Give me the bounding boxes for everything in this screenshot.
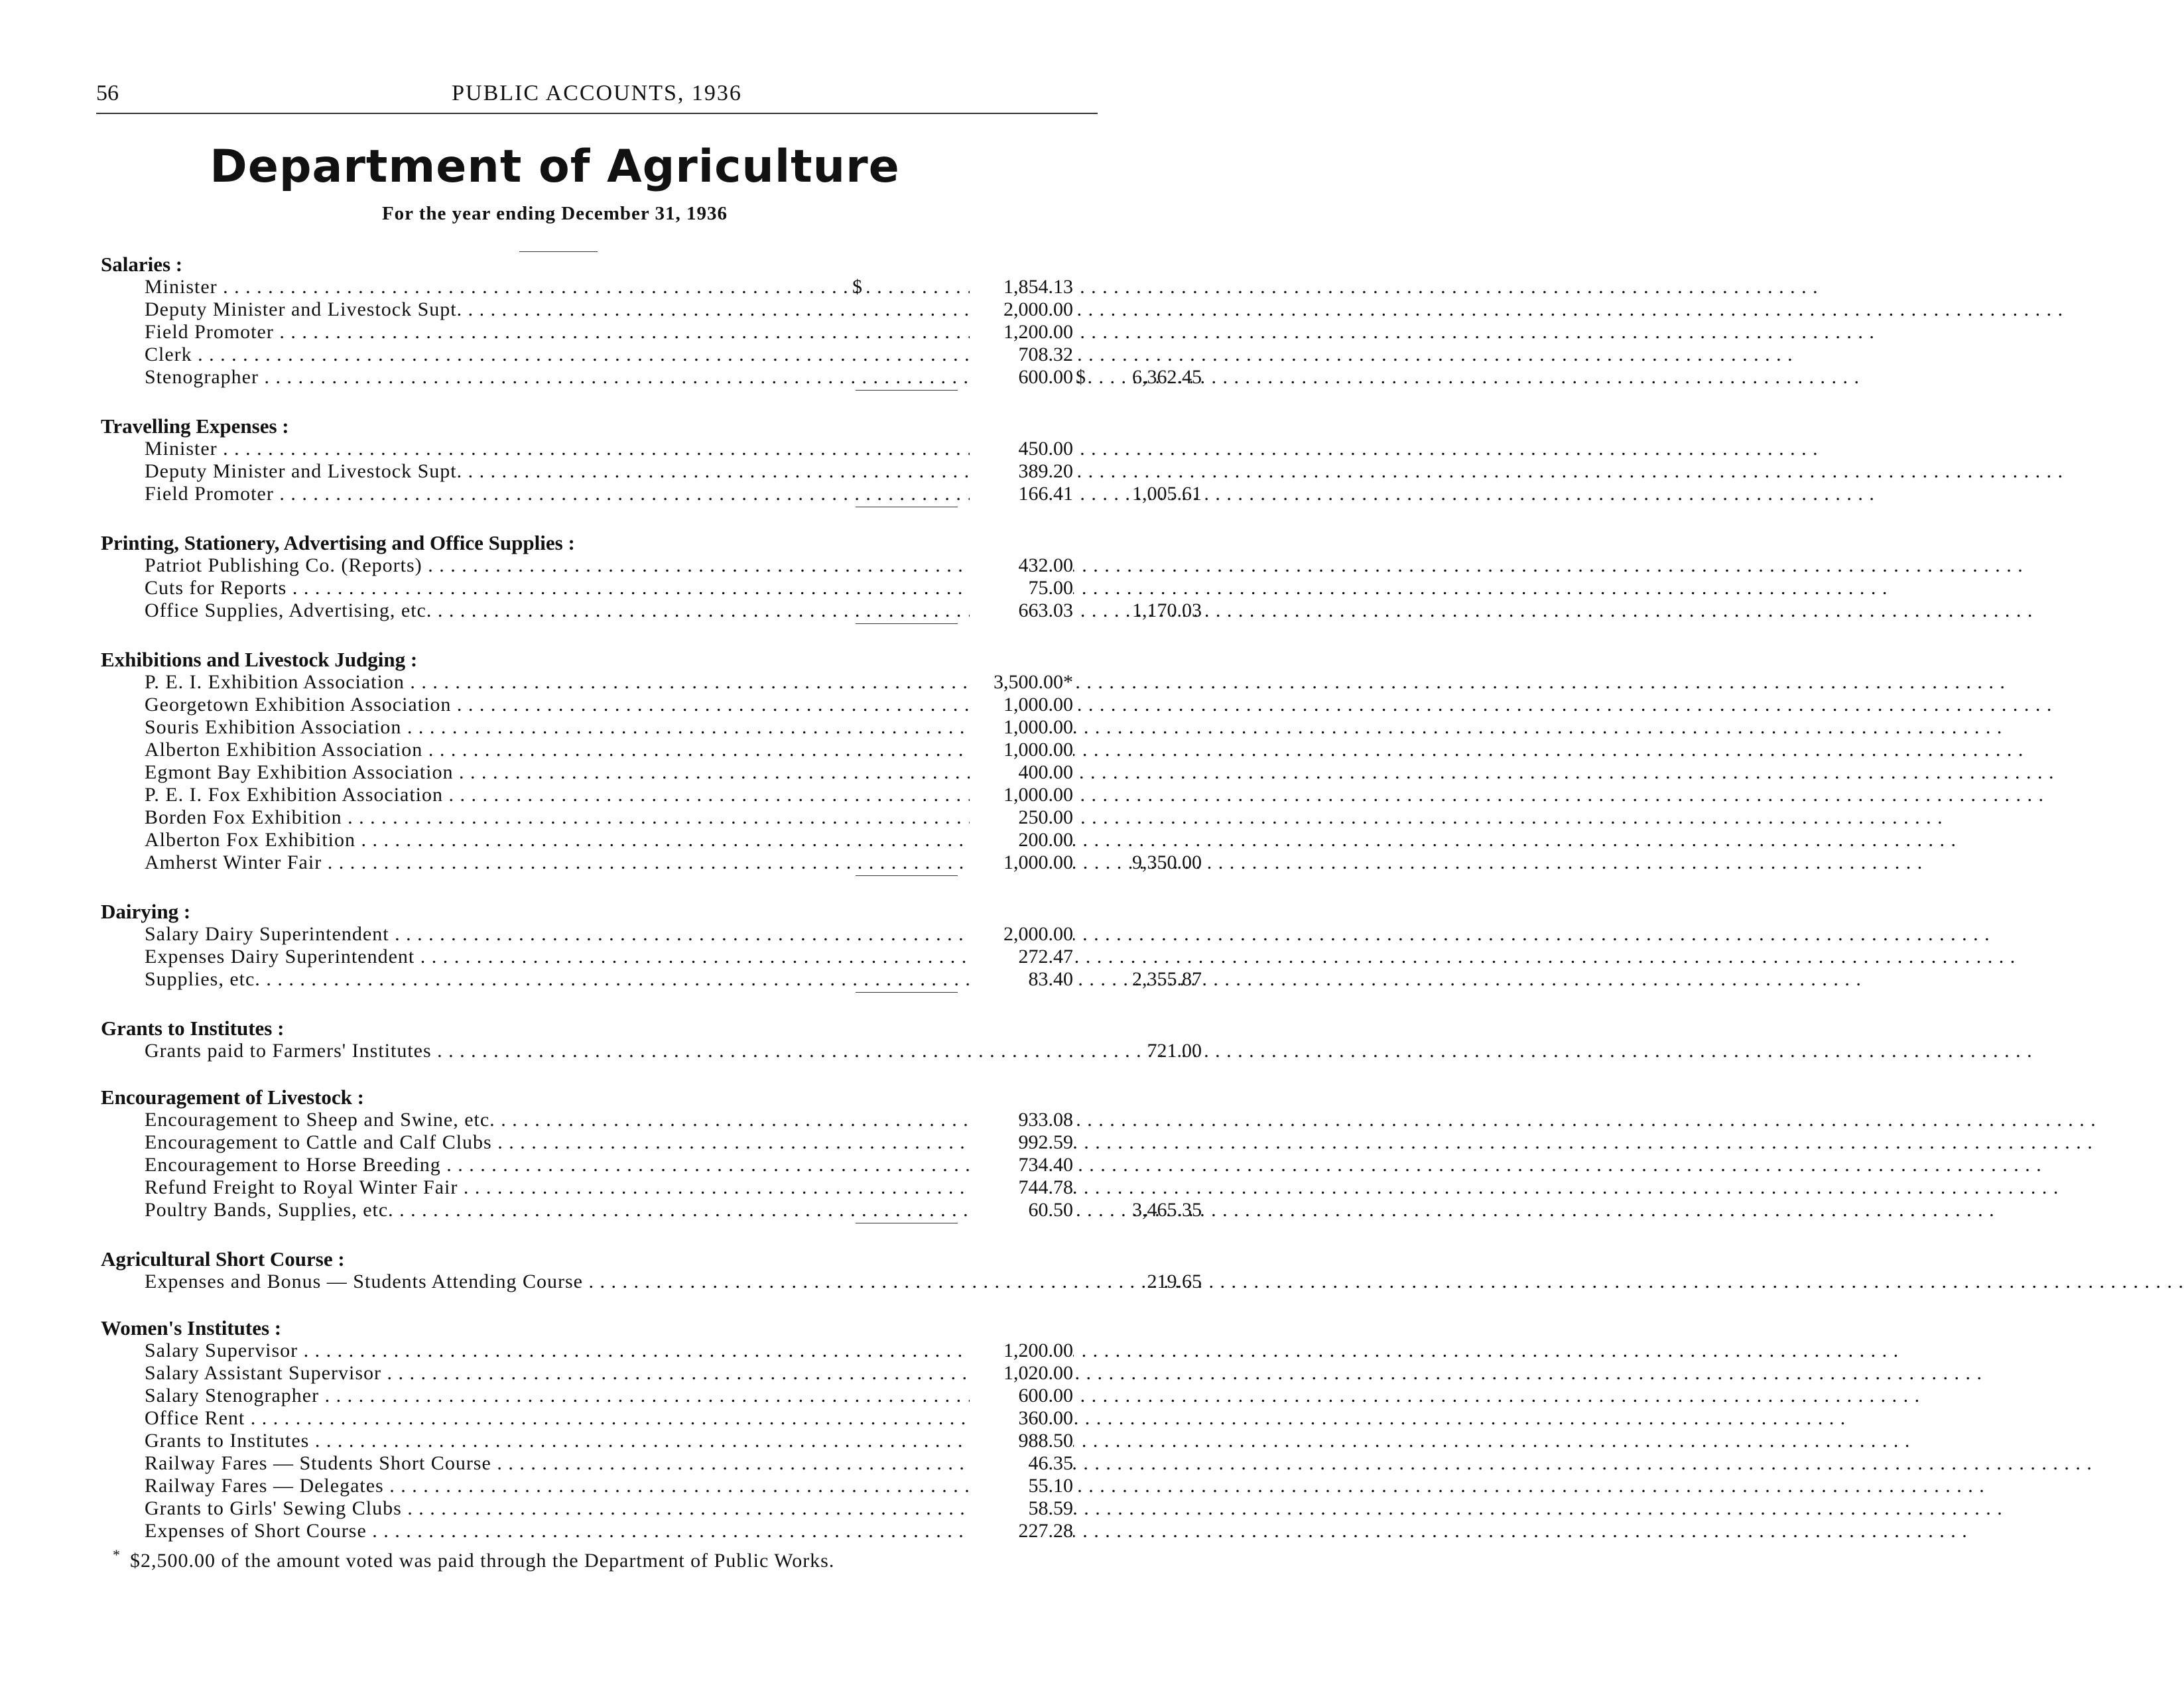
row-label: Salary Assistant Supervisor . . . [145,1362,921,1385]
ledger-section [101,1086,1202,1224]
row-label: Minister . . . [145,276,921,298]
ledger-row [101,716,1102,739]
total-dollar-sign: $ [1076,366,1086,388]
row-label: Railway Fares — Delegates . . . [145,1475,921,1497]
row-amount: 58.59 [970,1497,1073,1520]
section-total: 2,355.87 [1132,968,1202,990]
row-label: P. E. I. Exhibition Association . . . [145,671,921,694]
ledger-row [101,1131,1102,1154]
subtotal-rule [101,505,1102,508]
row-amount: 400.00 [970,761,1073,784]
row-amount: 360.00 [970,1407,1073,1430]
row-amount: 708.32 [970,343,1073,366]
row-amount: 1,000.00 [970,784,1073,806]
ledger-section [101,1247,1202,1293]
row-amount: 200.00 [970,829,1073,851]
row-amount: 1,000.00 [970,694,1073,716]
row-amount: 3,500.00* [970,671,1073,694]
ledger-row [101,829,1102,851]
ledger-row [101,366,1202,389]
section-total: 9,350.00 [1132,851,1202,873]
row-label: Grants to Institutes . . . [145,1430,921,1452]
ledger-row [101,1497,1102,1520]
row-amount: 734.40 [970,1154,1073,1176]
row-label: Minister . . . [145,438,921,460]
row-amount: 988.50 [970,1430,1073,1452]
row-amount: 1,000.00 [970,851,1073,874]
ledger-row [101,577,1102,599]
ledger-row [101,438,1102,460]
row-amount: 272.47 [970,946,1073,968]
ledger-row [101,460,1102,483]
ledger-section [101,900,1202,993]
ledger-row [101,599,1202,622]
subtotal-rule [101,622,1102,625]
ledger-row [101,1109,1102,1131]
row-label: Souris Exhibition Association . . . [145,716,921,739]
page-subtitle: For the year ending December 31, 1936 [381,203,728,224]
section-heading: Grants to Institutes : [101,1017,285,1040]
ledger-row [101,554,1102,577]
ledger-row [101,343,1102,366]
section-total: 1,005.61 [1132,483,1202,505]
row-label: Expenses of Short Course . . . [145,1520,921,1542]
row-amount: 60.50 [970,1199,1073,1221]
row-label: Cuts for Reports . . . [145,577,921,599]
row-label: Encouragement to Sheep and Swine, etc. . . . [145,1109,921,1131]
row-amount: 75.00 [970,577,1073,599]
ledger-row [101,298,1102,321]
row-amount: 432.00 [970,554,1073,577]
ledger-row [101,784,1102,806]
ledger [101,253,1202,1566]
ledger-row [101,739,1102,761]
section-heading: Exhibitions and Livestock Judging : [101,648,418,671]
row-amount: 1,020.00 [970,1362,1073,1385]
ledger-row [101,671,1102,694]
ledger-row [101,321,1102,343]
row-amount: 1,200.00 [970,321,1073,343]
row-amount: 1,000.00 [970,739,1073,761]
row-amount: 1,854.13 [970,276,1073,298]
ledger-section [101,531,1202,625]
row-amount: 744.78 [970,1176,1073,1199]
running-title: PUBLIC ACCOUNTS, 1936 [452,81,742,105]
ledger-row [101,806,1102,829]
amount-dollar-sign: $ [852,276,862,298]
row-label: Alberton Exhibition Association . . . [145,739,921,761]
ledger-row [101,923,1102,946]
section-total: 219.65 [1147,1271,1202,1292]
section-heading: Encouragement of Livestock : [101,1086,364,1109]
row-label: Supplies, etc. . . . [145,968,921,991]
row-label: Deputy Minister and Livestock Supt. . . . [145,460,921,483]
row-amount: 1,200.00 [970,1340,1073,1362]
ledger-section [101,648,1202,877]
row-amount: 389.20 [970,460,1073,483]
ledger-section [101,414,1202,508]
row-label: Expenses Dairy Superintendent . . . [145,946,921,968]
row-amount: 250.00 [970,806,1073,829]
ledger-row [101,1340,1102,1362]
section-total: 1,170.03 [1132,599,1202,621]
row-label: Encouragement to Cattle and Calf Clubs . . . [145,1131,921,1154]
row-amount: 663.03 [970,599,1073,622]
row-amount: 933.08 [970,1109,1073,1131]
ledger-section [101,253,1202,391]
ledger-row [101,1407,1102,1430]
row-label: Stenographer . . . [145,366,921,389]
section-heading: Travelling Expenses : [101,414,289,438]
row-label: Deputy Minister and Livestock Supt. . . . [145,298,921,321]
ledger-row [101,1520,1102,1542]
ledger-row [101,694,1102,716]
row-amount: 450.00 [970,438,1073,460]
section-total: 721.00 [1147,1040,1202,1062]
title-divider [519,251,598,252]
row-label: Refund Freight to Royal Winter Fair . . . [145,1176,921,1199]
row-label: Salary Stenographer . . . [145,1385,921,1407]
row-label: Georgetown Exhibition Association . . . [145,694,921,716]
row-amount: 600.00 [970,366,1073,389]
ledger-row [101,1452,1102,1475]
row-label: Clerk . . . [145,343,921,366]
running-header [96,81,1098,114]
section-heading: Women's Institutes : [101,1316,282,1340]
row-amount: 166.41 [970,483,1073,505]
subtotal-rule [101,1221,1102,1224]
row-amount: 55.10 [970,1475,1073,1497]
ledger-row [101,1430,1102,1452]
row-label: Railway Fares — Students Short Course . . . [145,1452,921,1475]
footnote [113,1546,834,1572]
row-label: Amherst Winter Fair . . . [145,851,921,874]
ledger-row [101,1199,1202,1221]
section-heading: Printing, Stationery, Advertising and Office Supplies : [101,531,575,554]
ledger-row [101,1176,1102,1199]
ledger-row [101,946,1102,968]
section-heading: Agricultural Short Course : [101,1247,345,1271]
section-heading: Salaries : [101,253,183,276]
subtotal-rule [101,874,1102,877]
row-label: Borden Fox Exhibition . . . [145,806,921,829]
subtotal-rule [101,389,1102,391]
ledger-row [101,1154,1102,1176]
row-label: Grants paid to Farmers' Institutes . . . [145,1040,921,1062]
row-label: Grants to Girls' Sewing Clubs . . . [145,1497,921,1520]
subtotal-rule [101,991,1102,993]
row-label: Poultry Bands, Supplies, etc. . . . [145,1199,921,1221]
page-number: 56 [96,81,119,105]
row-amount: 600.00 [970,1385,1073,1407]
row-label: Encouragement to Horse Breeding . . . [145,1154,921,1176]
row-label: Salary Dairy Superintendent . . . [145,923,921,946]
footnote-text: $2,500.00 of the amount voted was paid through the Department of Public Works. [130,1550,835,1572]
row-label: Office Rent . . . [145,1407,921,1430]
row-label: Alberton Fox Exhibition . . . [145,829,921,851]
row-label: Salary Supervisor . . . [145,1340,921,1362]
row-amount: 992.59 [970,1131,1073,1154]
ledger-section [101,1017,1202,1062]
row-label: P. E. I. Fox Exhibition Association . . . [145,784,921,806]
ledger-row [101,276,1102,298]
ledger-row [101,851,1202,874]
page-title: Department of Agriculture [210,141,900,193]
row-label: Office Supplies, Advertising, etc. . . . [145,599,921,622]
ledger-row [101,968,1202,991]
row-amount: 2,000.00 [970,298,1073,321]
row-label: Field Promoter . . . [145,321,921,343]
section-total: 6,362.45 [1132,366,1202,388]
ledger-row [101,1475,1102,1497]
row-label: Expenses and Bonus — Students Attending Course . . . [145,1271,921,1293]
row-amount: 227.28 [970,1520,1073,1542]
ledger-row [101,761,1102,784]
row-label: Egmont Bay Exhibition Association . . . [145,761,921,784]
row-amount: 2,000.00 [970,923,1073,946]
ledger-section [101,1317,1102,1542]
ledger-row [101,1385,1102,1407]
row-amount: 1,000.00 [970,716,1073,739]
ledger-row [101,1362,1102,1385]
row-amount: 83.40 [970,968,1073,991]
section-heading: Dairying : [101,900,191,923]
row-label: Field Promoter . . . [145,483,921,505]
footnote-marker: * [113,1546,121,1563]
row-label: Patriot Publishing Co. (Reports) . . . [145,554,921,577]
ledger-row [101,483,1202,505]
section-total: 3,465.35 [1132,1199,1202,1221]
ledger-row [101,1271,1202,1293]
ledger-row [101,1040,1202,1062]
row-amount: 46.35 [970,1452,1073,1475]
